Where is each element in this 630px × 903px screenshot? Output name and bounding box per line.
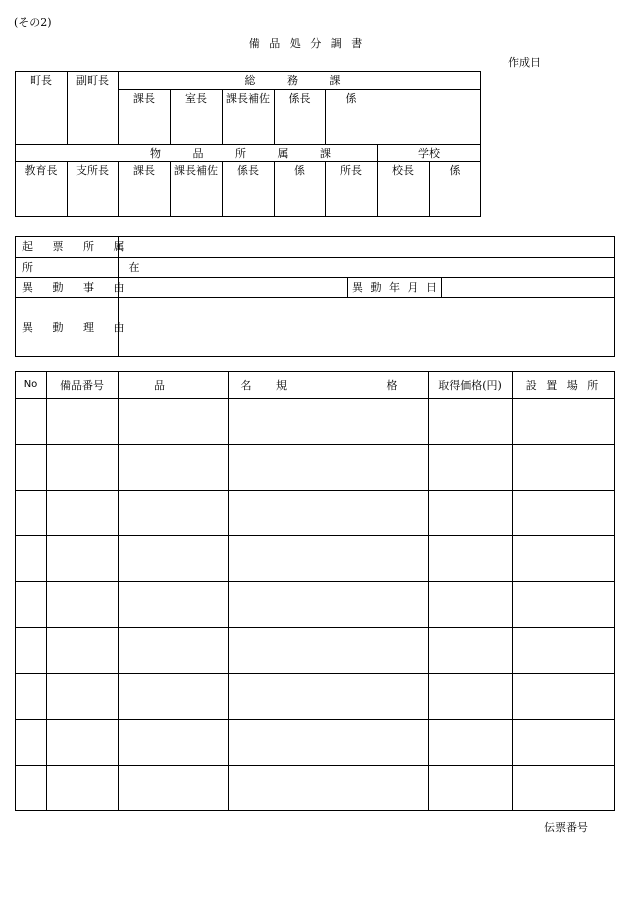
- row-no-cell[interactable]: [16, 628, 46, 672]
- info-divider: [441, 277, 442, 297]
- approval-role-label: 課長: [133, 92, 155, 105]
- page-note: (その2): [14, 16, 52, 29]
- acquisition-price-cell[interactable]: [429, 536, 512, 580]
- spec-cell[interactable]: [229, 674, 428, 718]
- location-cell[interactable]: [513, 766, 614, 810]
- created-date-field[interactable]: [548, 52, 614, 70]
- location-input[interactable]: [120, 258, 613, 276]
- info-divider: [347, 277, 348, 297]
- spec-cell[interactable]: [229, 399, 428, 443]
- location-label: 所 在: [22, 261, 186, 274]
- approval-dept-general-affairs: 総 務 課: [244, 74, 355, 87]
- item-number-cell[interactable]: [47, 720, 118, 764]
- row-no-cell[interactable]: [16, 582, 46, 626]
- approval-divider: [15, 144, 481, 145]
- location-cell[interactable]: [513, 720, 614, 764]
- approval-role-label: 課長: [133, 164, 155, 177]
- col-header-no: No: [23, 379, 38, 390]
- change-cause-input[interactable]: [120, 298, 613, 355]
- location-cell[interactable]: [513, 491, 614, 535]
- item-number-cell[interactable]: [47, 399, 118, 443]
- row-no-cell[interactable]: [16, 491, 46, 535]
- item-number-cell[interactable]: [47, 674, 118, 718]
- location-cell[interactable]: [513, 674, 614, 718]
- row-no-cell[interactable]: [16, 674, 46, 718]
- item-number-cell[interactable]: [47, 628, 118, 672]
- spec-cell[interactable]: [229, 766, 428, 810]
- col-header-item-name: 品 名: [154, 379, 288, 392]
- acquisition-price-cell[interactable]: [429, 674, 512, 718]
- created-date-label: 作成日: [508, 56, 541, 69]
- spec-cell[interactable]: [229, 536, 428, 580]
- spec-cell[interactable]: [229, 445, 428, 489]
- approval-mayor-label: 町長: [30, 74, 52, 87]
- row-no-cell[interactable]: [16, 445, 46, 489]
- approval-deputy-mayor-label: 副町長: [76, 74, 109, 87]
- item-name-cell[interactable]: [119, 766, 228, 810]
- change-cause-label: 異 動 理 由: [22, 321, 133, 334]
- change-reason-input[interactable]: [120, 278, 346, 296]
- approval-role-label: 課長補佐: [226, 92, 270, 105]
- item-number-cell[interactable]: [47, 582, 118, 626]
- approval-role-label: 支所長: [76, 164, 109, 177]
- col-header-acquisition-price: 取得価格(円): [438, 379, 502, 392]
- location-cell[interactable]: [513, 445, 614, 489]
- row-no-cell[interactable]: [16, 399, 46, 443]
- approval-role-label: 校長: [392, 164, 414, 177]
- col-header-spec: 規 格: [276, 379, 446, 392]
- approval-role-label: 所長: [340, 164, 362, 177]
- approval-role-label: 係長: [237, 164, 259, 177]
- location-cell[interactable]: [513, 582, 614, 626]
- location-cell[interactable]: [513, 399, 614, 443]
- approval-dept-property: 物 品 所 属 課: [150, 147, 345, 160]
- acquisition-price-cell[interactable]: [429, 491, 512, 535]
- change-reason-label: 異 動 事 由: [22, 281, 133, 294]
- spec-cell[interactable]: [229, 491, 428, 535]
- item-name-cell[interactable]: [119, 491, 228, 535]
- approval-role-label: 教育長: [24, 164, 58, 177]
- acquisition-price-cell[interactable]: [429, 766, 512, 810]
- row-no-cell[interactable]: [16, 720, 46, 764]
- change-date-input[interactable]: [443, 278, 613, 296]
- row-no-cell[interactable]: [16, 766, 46, 810]
- acquisition-price-cell[interactable]: [429, 445, 512, 489]
- acquisition-price-cell[interactable]: [429, 399, 512, 443]
- approval-school-label: 学校: [418, 147, 440, 160]
- spec-cell[interactable]: [229, 582, 428, 626]
- item-name-cell[interactable]: [119, 445, 228, 489]
- col-header-item-number: 備品番号: [60, 379, 104, 392]
- item-name-cell[interactable]: [119, 582, 228, 626]
- item-name-cell[interactable]: [119, 399, 228, 443]
- approval-divider: [15, 161, 481, 162]
- slip-number-field[interactable]: [592, 818, 622, 836]
- acquisition-price-cell[interactable]: [429, 628, 512, 672]
- item-name-cell[interactable]: [119, 628, 228, 672]
- origin-label: 起 票 所 属: [22, 240, 133, 253]
- slip-number-label: 伝票番号: [544, 821, 588, 834]
- approval-role-label: 係: [345, 92, 357, 105]
- origin-input[interactable]: [120, 238, 613, 256]
- spec-cell[interactable]: [229, 628, 428, 672]
- acquisition-price-cell[interactable]: [429, 720, 512, 764]
- col-header-location: 設 置 場 所: [525, 379, 602, 392]
- approval-role-label: 係長: [288, 92, 311, 105]
- item-number-cell[interactable]: [47, 491, 118, 535]
- item-number-cell[interactable]: [47, 536, 118, 580]
- approval-role-label: 係: [449, 164, 461, 177]
- approval-divider: [118, 89, 481, 90]
- spec-cell[interactable]: [229, 720, 428, 764]
- approval-role-label: 係: [294, 164, 305, 177]
- change-date-label: 異 動 年 月 日: [352, 281, 439, 294]
- item-number-cell[interactable]: [47, 766, 118, 810]
- item-number-cell[interactable]: [47, 445, 118, 489]
- item-name-cell[interactable]: [119, 674, 228, 718]
- item-name-cell[interactable]: [119, 536, 228, 580]
- page-title: 備 品 処 分 調 書: [248, 37, 366, 50]
- approval-role-label: 課長補佐: [174, 164, 218, 177]
- location-cell[interactable]: [513, 628, 614, 672]
- item-name-cell[interactable]: [119, 720, 228, 764]
- row-no-cell[interactable]: [16, 536, 46, 580]
- location-cell[interactable]: [513, 536, 614, 580]
- acquisition-price-cell[interactable]: [429, 582, 512, 626]
- approval-role-label: 室長: [185, 92, 207, 105]
